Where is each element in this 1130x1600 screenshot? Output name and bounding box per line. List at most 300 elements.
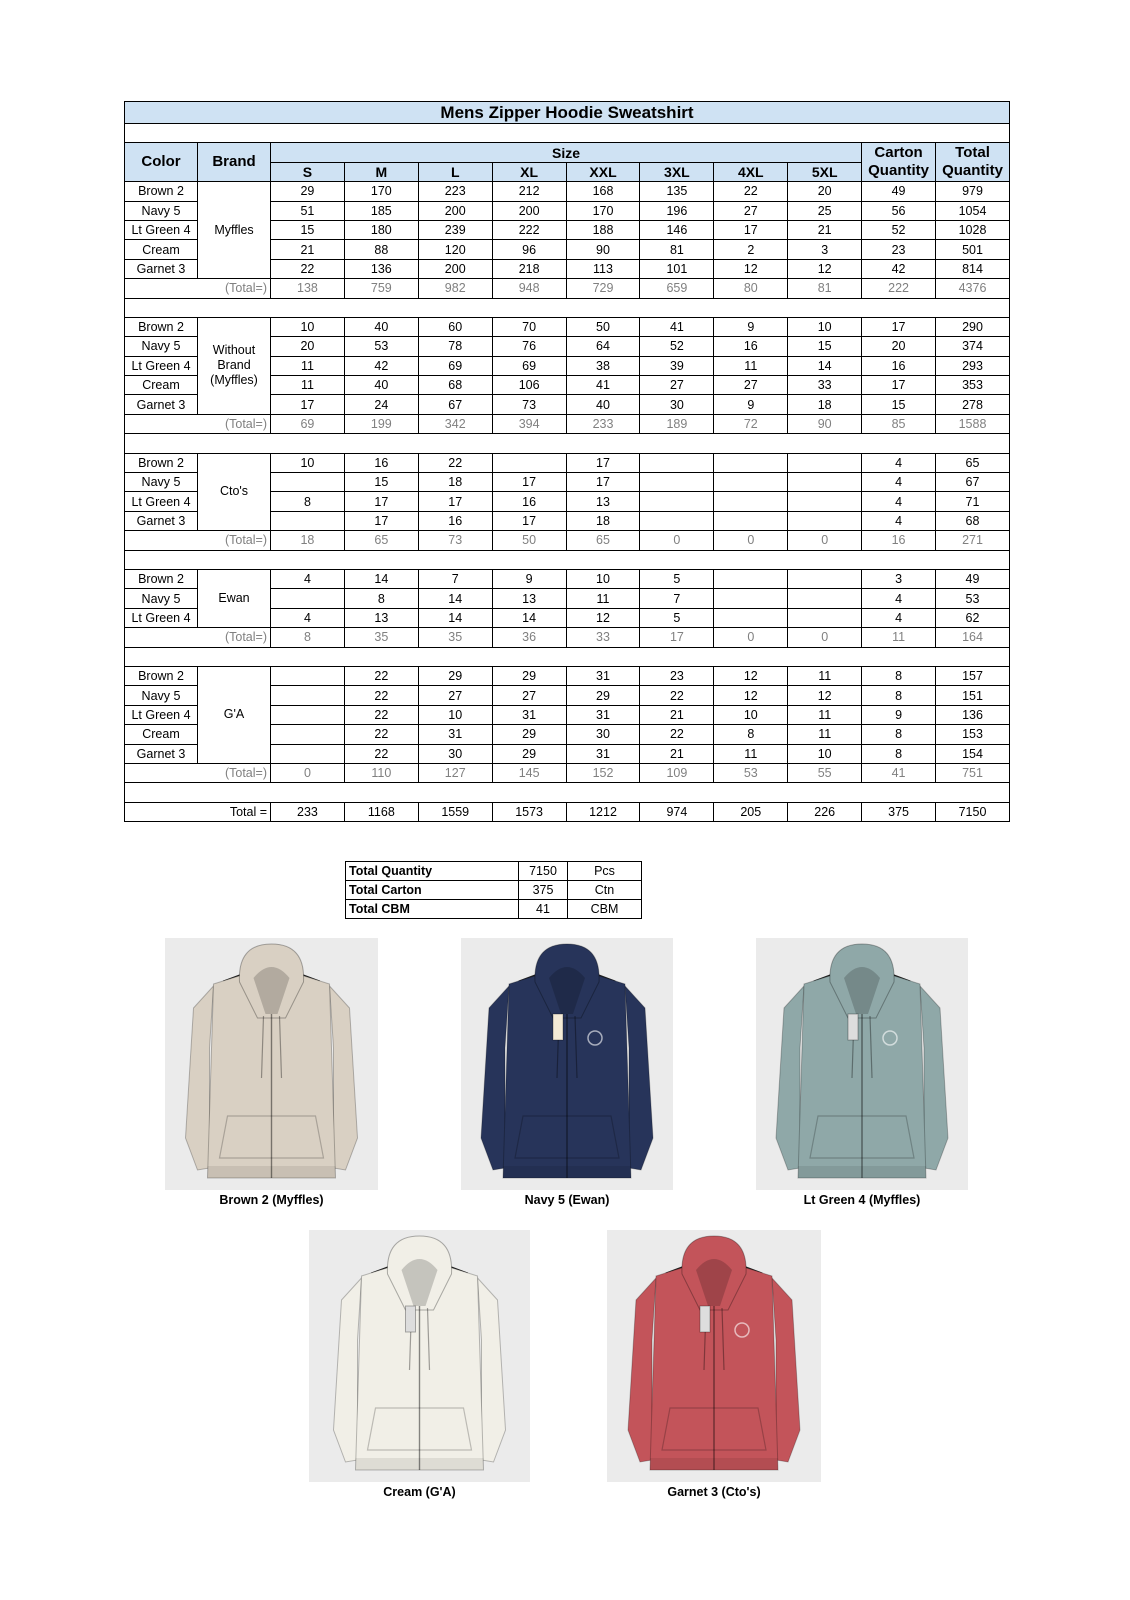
quantity-cell: 49 <box>862 182 936 201</box>
quantity-cell: 24 <box>344 395 418 414</box>
waistband <box>208 1166 336 1178</box>
header-size-3xl: 3XL <box>640 162 714 181</box>
quantity-cell <box>714 511 788 530</box>
quantity-cell <box>788 608 862 627</box>
quantity-cell: 17 <box>271 395 345 414</box>
subtotal-cell: 189 <box>640 414 714 433</box>
summary-table <box>345 861 642 919</box>
subtotal-row <box>125 279 1010 298</box>
color-cell: Lt Green 4 <box>125 705 198 724</box>
subtotal-label: (Total=) <box>198 628 271 647</box>
quantity-cell: 17 <box>344 492 418 511</box>
spacer-row <box>125 434 1010 453</box>
color-cell: Garnet 3 <box>125 259 198 278</box>
subtotal-cell: 35 <box>418 628 492 647</box>
quantity-cell <box>714 473 788 492</box>
quantity-cell: 8 <box>862 686 936 705</box>
quantity-cell: 31 <box>418 725 492 744</box>
subtotal-spacer <box>125 279 198 298</box>
quantity-cell: 76 <box>492 337 566 356</box>
quantity-cell: 69 <box>418 356 492 375</box>
subtotal-cell: 18 <box>271 531 345 550</box>
subtotal-cell: 50 <box>492 531 566 550</box>
quantity-cell <box>492 453 566 472</box>
color-cell: Garnet 3 <box>125 744 198 763</box>
quantity-cell: 501 <box>936 240 1010 259</box>
subtotal-cell: 4376 <box>936 279 1010 298</box>
quantity-cell: 153 <box>936 725 1010 744</box>
grand-total-cell: 205 <box>714 802 788 821</box>
waistband <box>356 1458 484 1470</box>
photo-caption: Cream (G'A) <box>383 1485 456 1499</box>
quantity-cell: 14 <box>344 569 418 588</box>
table-row <box>125 453 1010 472</box>
spacer-row <box>125 298 1010 317</box>
quantity-cell: 9 <box>492 569 566 588</box>
photo-garnet-3 <box>607 1230 821 1499</box>
color-cell: Cream <box>125 376 198 395</box>
photo-caption: Navy 5 (Ewan) <box>524 1193 610 1207</box>
subtotal-spacer <box>125 628 198 647</box>
subtotal-cell: 109 <box>640 763 714 782</box>
quantity-cell: 185 <box>344 201 418 220</box>
quantity-cell: 196 <box>640 201 714 220</box>
quantity-cell: 70 <box>492 317 566 336</box>
quantity-cell: 21 <box>271 240 345 259</box>
quantity-cell: 9 <box>714 395 788 414</box>
quantity-cell: 27 <box>418 686 492 705</box>
quantity-cell: 53 <box>344 337 418 356</box>
quantity-cell: 20 <box>271 337 345 356</box>
quantity-cell: 65 <box>936 453 1010 472</box>
quantity-cell: 11 <box>788 725 862 744</box>
subtotal-cell: 222 <box>862 279 936 298</box>
quantity-cell: 11 <box>714 356 788 375</box>
quantity-cell: 15 <box>788 337 862 356</box>
color-cell: Brown 2 <box>125 453 198 472</box>
quantity-cell: 18 <box>788 395 862 414</box>
quantity-cell: 14 <box>418 608 492 627</box>
quantity-cell: 10 <box>714 705 788 724</box>
quantity-cell: 136 <box>936 705 1010 724</box>
header-size: Size <box>271 143 862 162</box>
quantity-cell: 17 <box>566 473 640 492</box>
header-size-m: M <box>344 162 418 181</box>
header-size-l: L <box>418 162 492 181</box>
brand-cell: Without Brand (Myffles) <box>198 317 271 414</box>
quantity-cell: 10 <box>418 705 492 724</box>
quantity-cell: 9 <box>714 317 788 336</box>
subtotal-cell: 1588 <box>936 414 1010 433</box>
quantity-cell: 15 <box>344 473 418 492</box>
quantity-cell: 29 <box>271 182 345 201</box>
spacer-cell <box>125 647 1010 666</box>
summary-label: Total Carton <box>346 881 519 900</box>
quantity-cell <box>714 569 788 588</box>
color-cell: Navy 5 <box>125 473 198 492</box>
summary-value: 41 <box>519 900 568 919</box>
spacer-cell <box>125 550 1010 569</box>
subtotal-row <box>125 531 1010 550</box>
quantity-cell: 23 <box>862 240 936 259</box>
table-row <box>125 569 1010 588</box>
quantity-cell <box>271 744 345 763</box>
subtotal-cell: 164 <box>936 628 1010 647</box>
header-size-xl: XL <box>492 162 566 181</box>
quantity-cell: 22 <box>344 705 418 724</box>
subtotal-spacer <box>125 763 198 782</box>
subtotal-cell: 110 <box>344 763 418 782</box>
quantity-cell: 113 <box>566 259 640 278</box>
quantity-cell: 12 <box>714 666 788 685</box>
quantity-cell: 17 <box>492 473 566 492</box>
subtotal-cell: 0 <box>640 531 714 550</box>
quantity-cell: 188 <box>566 220 640 239</box>
quantity-cell: 31 <box>566 705 640 724</box>
quantity-cell: 4 <box>862 608 936 627</box>
grand-total-cell: 1559 <box>418 802 492 821</box>
quantity-cell: 136 <box>344 259 418 278</box>
subtotal-row <box>125 414 1010 433</box>
hoodie-image <box>309 1230 530 1482</box>
quantity-cell: 16 <box>492 492 566 511</box>
blank-row <box>125 124 1010 143</box>
header-size-xxl: XXL <box>566 162 640 181</box>
subtotal-spacer <box>125 414 198 433</box>
grand-total-cell: 7150 <box>936 802 1010 821</box>
quantity-cell: 4 <box>862 453 936 472</box>
quantity-cell: 67 <box>936 473 1010 492</box>
quantity-cell: 979 <box>936 182 1010 201</box>
spacer-row <box>125 783 1010 802</box>
quantity-cell: 293 <box>936 356 1010 375</box>
subtotal-cell: 33 <box>566 628 640 647</box>
quantity-cell: 17 <box>418 492 492 511</box>
quantity-cell: 3 <box>862 569 936 588</box>
color-cell: Lt Green 4 <box>125 608 198 627</box>
quantity-cell: 4 <box>862 589 936 608</box>
subtotal-cell: 69 <box>271 414 345 433</box>
quantity-cell: 278 <box>936 395 1010 414</box>
quantity-cell <box>788 511 862 530</box>
subtotal-cell: 152 <box>566 763 640 782</box>
summary-row <box>346 862 642 881</box>
subtotal-row <box>125 763 1010 782</box>
subtotal-cell: 729 <box>566 279 640 298</box>
quantity-cell: 25 <box>788 201 862 220</box>
subtotal-cell: 0 <box>714 531 788 550</box>
quantity-cell: 31 <box>566 666 640 685</box>
quantity-cell: 12 <box>566 608 640 627</box>
grand-total-cell: 974 <box>640 802 714 821</box>
quantity-cell: 27 <box>714 201 788 220</box>
hoodie-image <box>607 1230 821 1482</box>
quantity-cell: 50 <box>566 317 640 336</box>
quantity-cell: 29 <box>492 725 566 744</box>
quantity-cell: 8 <box>862 666 936 685</box>
quantity-cell: 22 <box>640 686 714 705</box>
table-row <box>125 666 1010 685</box>
quantity-cell <box>271 511 345 530</box>
quantity-cell: 23 <box>640 666 714 685</box>
quantity-cell: 1054 <box>936 201 1010 220</box>
quantity-cell: 42 <box>862 259 936 278</box>
color-cell: Lt Green 4 <box>125 492 198 511</box>
quantity-cell: 16 <box>418 511 492 530</box>
quantity-cell: 10 <box>566 569 640 588</box>
subtotal-label: (Total=) <box>198 414 271 433</box>
quantity-cell: 11 <box>271 376 345 395</box>
waistband <box>503 1166 631 1178</box>
quantity-cell: 12 <box>788 686 862 705</box>
quantity-cell: 353 <box>936 376 1010 395</box>
subtotal-cell: 659 <box>640 279 714 298</box>
color-cell: Brown 2 <box>125 569 198 588</box>
quantity-cell: 27 <box>640 376 714 395</box>
quantity-cell <box>714 608 788 627</box>
color-cell: Navy 5 <box>125 201 198 220</box>
quantity-cell: 71 <box>936 492 1010 511</box>
quantity-cell: 135 <box>640 182 714 201</box>
quantity-cell: 69 <box>492 356 566 375</box>
hoodie-illustration <box>309 1230 530 1482</box>
quantity-cell: 374 <box>936 337 1010 356</box>
quantity-cell: 27 <box>714 376 788 395</box>
header-brand: Brand <box>198 143 271 182</box>
quantity-cell: 12 <box>714 259 788 278</box>
subtotal-cell: 90 <box>788 414 862 433</box>
quantity-cell <box>271 705 345 724</box>
quantity-cell: 814 <box>936 259 1010 278</box>
quantity-cell: 68 <box>936 511 1010 530</box>
quantity-cell: 157 <box>936 666 1010 685</box>
quantity-cell: 180 <box>344 220 418 239</box>
quantity-cell: 4 <box>271 608 345 627</box>
subtotal-cell: 65 <box>344 531 418 550</box>
photo-cream <box>309 1230 530 1499</box>
color-cell: Garnet 3 <box>125 511 198 530</box>
quantity-cell <box>788 492 862 511</box>
quantity-cell <box>640 473 714 492</box>
grand-total-cell: 375 <box>862 802 936 821</box>
quantity-cell: 1028 <box>936 220 1010 239</box>
quantity-cell: 27 <box>492 686 566 705</box>
subtotal-cell: 145 <box>492 763 566 782</box>
quantity-cell: 29 <box>566 686 640 705</box>
quantity-cell <box>788 569 862 588</box>
quantity-cell: 22 <box>344 686 418 705</box>
spacer-row <box>125 647 1010 666</box>
quantity-cell: 5 <box>640 608 714 627</box>
color-cell: Brown 2 <box>125 666 198 685</box>
quantity-cell: 146 <box>640 220 714 239</box>
hang-tag <box>553 1014 563 1040</box>
quantity-cell: 40 <box>344 317 418 336</box>
quantity-cell: 11 <box>788 666 862 685</box>
quantity-cell: 39 <box>640 356 714 375</box>
subtotal-label: (Total=) <box>198 279 271 298</box>
summary-unit: Ctn <box>568 881 642 900</box>
spacer-cell <box>125 434 1010 453</box>
hoodie-illustration <box>756 938 968 1190</box>
quantity-cell <box>714 453 788 472</box>
quantity-cell: 17 <box>344 511 418 530</box>
quantity-cell: 29 <box>492 744 566 763</box>
brand-cell: Myffles <box>198 182 271 279</box>
color-cell: Navy 5 <box>125 686 198 705</box>
quantity-cell: 15 <box>271 220 345 239</box>
color-cell: Cream <box>125 725 198 744</box>
table-title: Mens Zipper Hoodie Sweatshirt <box>125 102 1010 124</box>
subtotal-cell: 948 <box>492 279 566 298</box>
quantity-cell: 30 <box>566 725 640 744</box>
quantity-cell: 4 <box>862 511 936 530</box>
quantity-cell: 88 <box>344 240 418 259</box>
quantity-cell <box>271 725 345 744</box>
quantity-cell: 10 <box>271 453 345 472</box>
header-color: Color <box>125 143 198 182</box>
quantity-cell: 22 <box>271 259 345 278</box>
quantity-cell: 20 <box>862 337 936 356</box>
quantity-cell: 17 <box>862 317 936 336</box>
subtotal-cell: 199 <box>344 414 418 433</box>
color-cell: Cream <box>125 240 198 259</box>
quantity-cell: 168 <box>566 182 640 201</box>
quantity-cell: 8 <box>862 744 936 763</box>
subtotal-row <box>125 628 1010 647</box>
quantity-cell: 4 <box>271 569 345 588</box>
grand-total-row <box>125 802 1010 821</box>
quantity-cell: 16 <box>344 453 418 472</box>
grand-total-cell: 1168 <box>344 802 418 821</box>
hoodie-illustration <box>461 938 673 1190</box>
hang-tag <box>848 1014 858 1040</box>
quantity-cell: 22 <box>714 182 788 201</box>
grand-total-label: Total = <box>198 802 271 821</box>
hang-tag <box>406 1306 416 1332</box>
subtotal-cell: 81 <box>788 279 862 298</box>
header-size-4xl: 4XL <box>714 162 788 181</box>
quantity-cell: 33 <box>788 376 862 395</box>
subtotal-cell: 394 <box>492 414 566 433</box>
quantity-cell: 223 <box>418 182 492 201</box>
summary-unit: Pcs <box>568 862 642 881</box>
subtotal-cell: 233 <box>566 414 640 433</box>
quantity-cell: 8 <box>862 725 936 744</box>
quantity-cell: 222 <box>492 220 566 239</box>
quantity-cell: 9 <box>862 705 936 724</box>
subtotal-cell: 55 <box>788 763 862 782</box>
quantity-cell: 101 <box>640 259 714 278</box>
spacer-row <box>125 550 1010 569</box>
quantity-cell: 14 <box>418 589 492 608</box>
quantity-cell: 16 <box>862 356 936 375</box>
quantity-cell: 8 <box>271 492 345 511</box>
quantity-cell: 90 <box>566 240 640 259</box>
subtotal-cell: 16 <box>862 531 936 550</box>
subtotal-cell: 11 <box>862 628 936 647</box>
quantity-cell: 64 <box>566 337 640 356</box>
summary-label: Total Quantity <box>346 862 519 881</box>
subtotal-cell: 0 <box>271 763 345 782</box>
quantity-cell: 14 <box>492 608 566 627</box>
hoodie-image <box>165 938 378 1190</box>
quantity-cell <box>640 492 714 511</box>
table-row <box>125 182 1010 201</box>
quantity-cell: 31 <box>566 744 640 763</box>
subtotal-cell: 85 <box>862 414 936 433</box>
quantity-cell: 2 <box>714 240 788 259</box>
quantity-cell: 170 <box>566 201 640 220</box>
summary-row <box>346 900 642 919</box>
quantity-cell: 120 <box>418 240 492 259</box>
quantity-cell <box>714 492 788 511</box>
quantity-cell: 31 <box>492 705 566 724</box>
subtotal-cell: 36 <box>492 628 566 647</box>
quantity-cell <box>271 686 345 705</box>
subtotal-cell: 80 <box>714 279 788 298</box>
quantity-cell: 8 <box>714 725 788 744</box>
quantity-cell: 40 <box>344 376 418 395</box>
quantity-cell: 151 <box>936 686 1010 705</box>
photo-caption: Brown 2 (Myffles) <box>219 1193 324 1207</box>
subtotal-cell: 0 <box>788 531 862 550</box>
quantity-cell: 68 <box>418 376 492 395</box>
quantity-cell: 20 <box>788 182 862 201</box>
subtotal-cell: 751 <box>936 763 1010 782</box>
quantity-cell: 18 <box>566 511 640 530</box>
photo-lt-green-4 <box>756 938 968 1207</box>
subtotal-cell: 73 <box>418 531 492 550</box>
photo-caption: Lt Green 4 (Myffles) <box>803 1193 921 1207</box>
quantity-cell: 22 <box>344 666 418 685</box>
quantity-cell: 96 <box>492 240 566 259</box>
waistband <box>798 1166 926 1178</box>
subtotal-spacer <box>125 531 198 550</box>
summary-value: 7150 <box>519 862 568 881</box>
summary-row <box>346 881 642 900</box>
quantity-cell: 22 <box>344 725 418 744</box>
quantity-cell: 8 <box>344 589 418 608</box>
quantity-cell <box>788 453 862 472</box>
quantity-cell: 22 <box>344 744 418 763</box>
quantity-cell: 52 <box>640 337 714 356</box>
color-cell: Lt Green 4 <box>125 220 198 239</box>
quantity-cell: 14 <box>788 356 862 375</box>
quantity-cell: 56 <box>862 201 936 220</box>
quantity-cell <box>714 589 788 608</box>
color-cell: Navy 5 <box>125 589 198 608</box>
spacer-cell <box>125 298 1010 317</box>
grand-total-spacer <box>125 802 198 821</box>
quantity-cell <box>640 453 714 472</box>
quantity-cell <box>271 589 345 608</box>
subtotal-cell: 8 <box>271 628 345 647</box>
quantity-cell: 16 <box>714 337 788 356</box>
quantity-cell: 11 <box>271 356 345 375</box>
grand-total-cell: 1212 <box>566 802 640 821</box>
subtotal-cell: 65 <box>566 531 640 550</box>
quantity-cell: 11 <box>566 589 640 608</box>
quantity-cell: 4 <box>862 492 936 511</box>
quantity-cell: 212 <box>492 182 566 201</box>
quantity-cell: 10 <box>271 317 345 336</box>
quantity-cell: 42 <box>344 356 418 375</box>
quantity-cell: 41 <box>566 376 640 395</box>
color-cell: Lt Green 4 <box>125 356 198 375</box>
quantity-cell: 22 <box>640 725 714 744</box>
quantity-cell: 52 <box>862 220 936 239</box>
